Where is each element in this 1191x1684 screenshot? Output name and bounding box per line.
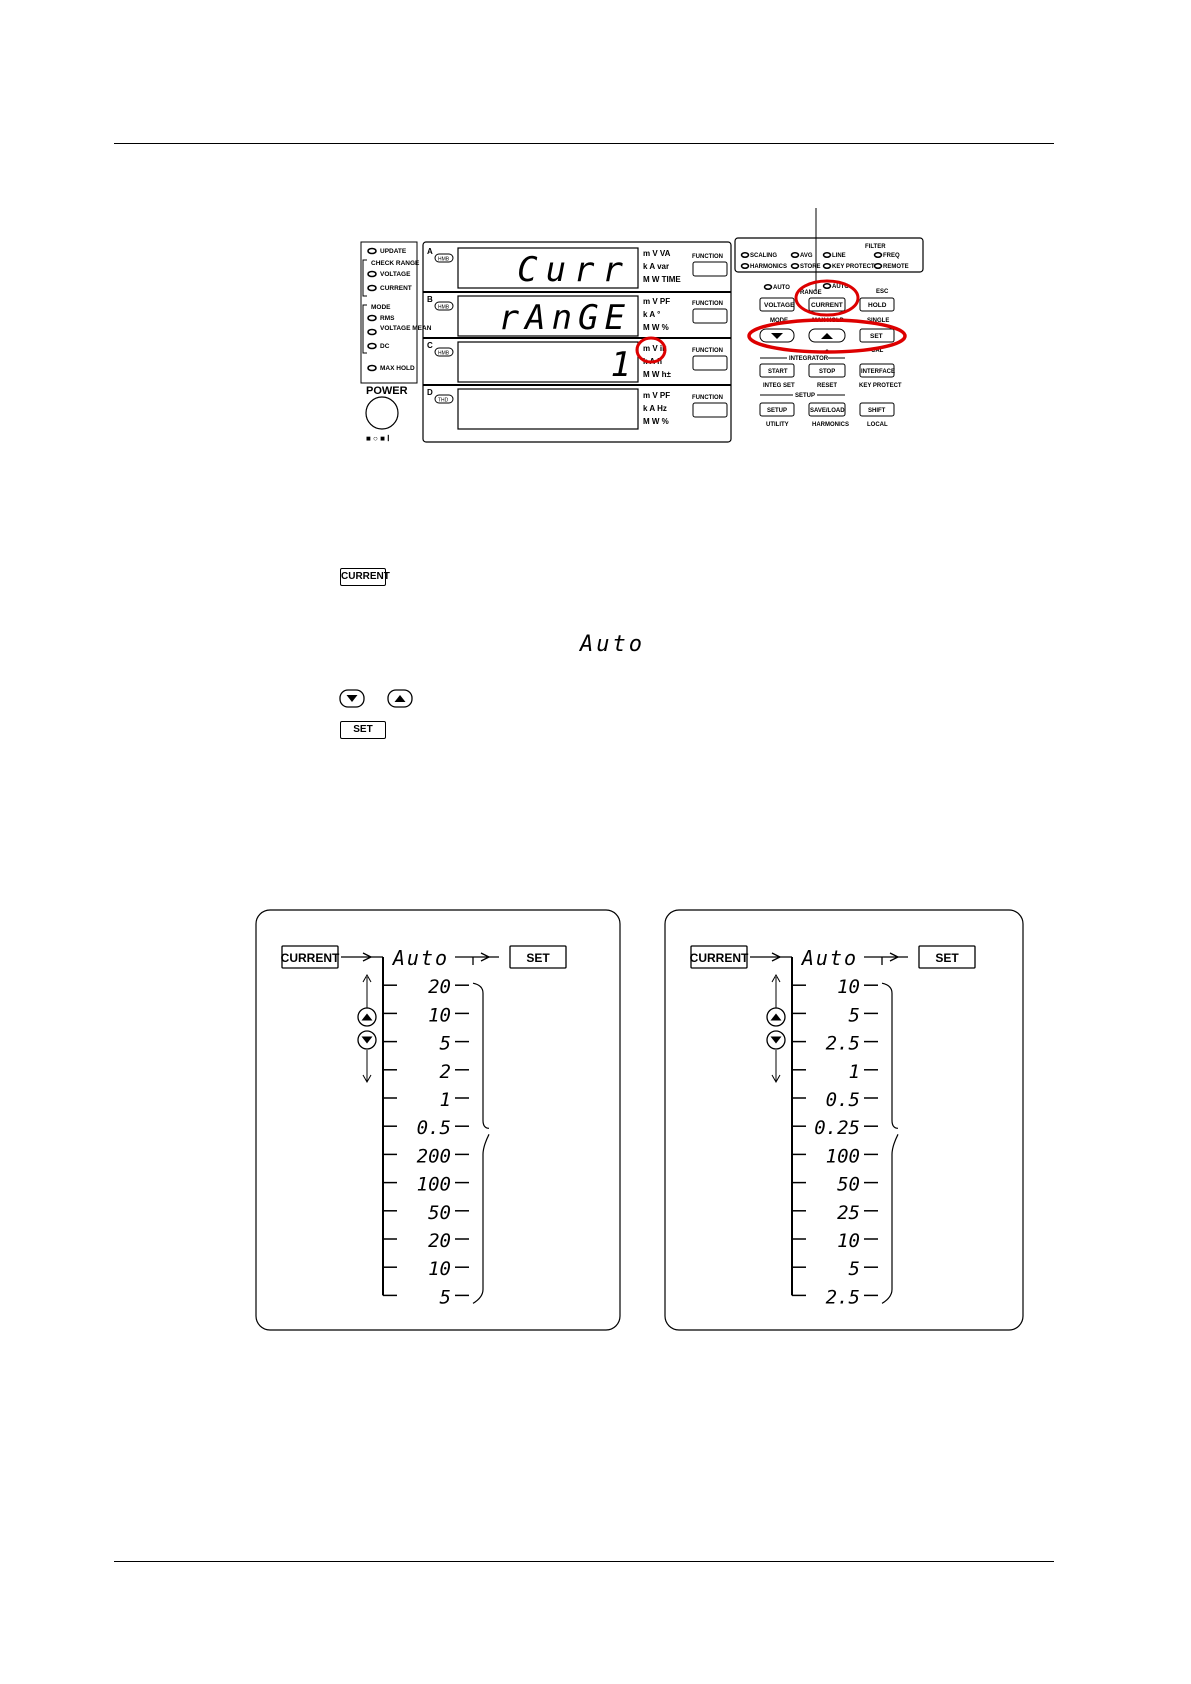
svg-text:m V PF: m V PF: [643, 391, 671, 400]
svg-text:START: START: [768, 369, 788, 375]
svg-text:FUNCTION: FUNCTION: [692, 348, 723, 354]
indicator-voltage: VOLTAGE: [380, 271, 411, 278]
range-value: 5: [439, 1032, 451, 1055]
svg-text:■ ○ ■ Ⅰ: ■ ○ ■ Ⅰ: [366, 434, 390, 443]
svg-text:k A Hz: k A Hz: [643, 404, 667, 413]
range-value: 25: [837, 1201, 860, 1224]
step-arrow-keys: [339, 688, 419, 710]
range-value: 100: [416, 1173, 451, 1196]
indicator-voltage-mean: VOLTAGE MEAN: [380, 325, 432, 332]
svg-text:M W %: M W %: [643, 417, 669, 426]
svg-text:STOP: STOP: [819, 369, 836, 375]
svg-text:A: A: [427, 247, 433, 256]
indicator-update: UPDATE: [380, 248, 407, 255]
svg-text:HARMONICS: HARMONICS: [750, 264, 787, 270]
svg-text:FUNCTION: FUNCTION: [692, 395, 723, 401]
step-auto-display: Auto: [580, 632, 645, 657]
front-panel-figure: [355, 208, 935, 443]
svg-text:KEY PROTECT: KEY PROTECT: [832, 264, 875, 270]
function-button-a[interactable]: [693, 262, 727, 276]
svg-text:HOLD: HOLD: [868, 302, 887, 309]
indicator-rms: RMS: [380, 315, 395, 322]
range-value: 50: [837, 1173, 860, 1196]
range-value: 50: [428, 1201, 451, 1224]
step-set-key: [340, 721, 386, 739]
svg-text:HMB: HMB: [438, 256, 450, 263]
auto-option: Auto: [801, 946, 858, 970]
svg-text:m V PF: m V PF: [643, 297, 671, 306]
indicator-current: CURRENT: [380, 285, 412, 292]
range-value: 5: [439, 1286, 451, 1309]
svg-text:C: C: [427, 341, 433, 350]
range-value: 20: [428, 976, 451, 999]
function-button-c[interactable]: [693, 356, 727, 370]
range-value: 5: [848, 1004, 860, 1027]
svg-text:M W h±: M W h±: [643, 370, 671, 379]
svg-text:INTERFACE: INTERFACE: [861, 369, 896, 375]
range-value: 1: [439, 1089, 451, 1111]
range-value: 0.5: [416, 1117, 451, 1140]
set-key-label: SET: [935, 951, 959, 965]
svg-text:UTILITY: UTILITY: [766, 422, 789, 428]
display-d: [458, 389, 638, 429]
indicator-dc: DC: [380, 343, 390, 350]
range-value: 10: [837, 1230, 860, 1252]
auto-option: Auto: [392, 946, 449, 970]
svg-text:AUTO: AUTO: [773, 285, 790, 291]
svg-text:HMB: HMB: [438, 350, 450, 357]
range-value: 100: [825, 1145, 860, 1168]
svg-text:FUNCTION: FUNCTION: [692, 301, 723, 307]
svg-text:INTEG SET: INTEG SET: [763, 383, 795, 389]
svg-text:STORE: STORE: [800, 264, 821, 270]
step-current-key: [340, 568, 390, 586]
svg-text:m V ik: m V ik: [643, 344, 667, 353]
svg-text:HMB: HMB: [438, 304, 450, 311]
range-value: 1: [848, 1060, 860, 1083]
range-value: 10: [428, 1258, 451, 1281]
power-label: POWER: [366, 385, 408, 397]
display-c-text: 1: [610, 345, 631, 385]
filter-label: FILTER: [865, 244, 886, 250]
svg-text:CAL: CAL: [871, 348, 884, 354]
svg-text:SHIFT: SHIFT: [868, 408, 886, 414]
svg-text:SET: SET: [870, 333, 883, 340]
svg-text:k A °: k A °: [643, 310, 661, 319]
svg-text:CURRENT: CURRENT: [811, 302, 843, 309]
svg-text:REMOTE: REMOTE: [883, 264, 909, 270]
range-value: 10: [837, 976, 860, 999]
display-b-text: rAnGE: [498, 298, 631, 338]
svg-text:AVG: AVG: [800, 253, 813, 259]
range-value: 2: [439, 1060, 451, 1083]
range-value: 0.25: [814, 1117, 860, 1140]
svg-text:B: B: [427, 295, 433, 304]
current-key-label: CURRENT: [689, 951, 749, 965]
range-value: 20: [428, 1230, 451, 1252]
svg-text:SINGLE: SINGLE: [867, 318, 890, 324]
indicator-mode: MODE: [371, 304, 391, 311]
indicator-check-range: CHECK RANGE: [371, 260, 420, 267]
svg-text:INTEGRATOR: INTEGRATOR: [789, 356, 829, 362]
svg-text:VOLTAGE: VOLTAGE: [764, 302, 795, 309]
range-value: 2.5: [825, 1032, 860, 1055]
svg-text:SCALING: SCALING: [750, 253, 777, 259]
range-value: 0.5: [825, 1089, 860, 1111]
svg-text:LINE: LINE: [832, 253, 846, 259]
range-value: 10: [428, 1004, 451, 1027]
indicator-max-hold: MAX HOLD: [380, 365, 415, 372]
svg-text:RESET: RESET: [817, 383, 838, 389]
range-diagram-right: [664, 909, 1024, 1331]
svg-text:ESC: ESC: [876, 289, 889, 295]
svg-text:THD: THD: [438, 397, 449, 404]
svg-text:SAVE/LOAD: SAVE/LOAD: [810, 408, 845, 414]
current-key-label: CURRENT: [280, 951, 340, 965]
svg-text:AUTO: AUTO: [832, 284, 849, 290]
display-a-text: Curr: [517, 250, 631, 290]
svg-text:SETUP: SETUP: [767, 408, 788, 414]
svg-text:k A h: k A h: [643, 357, 662, 366]
svg-text:k A var: k A var: [643, 262, 670, 271]
svg-text:M W TIME: M W TIME: [643, 275, 681, 284]
function-button-d[interactable]: [693, 403, 727, 417]
footer-rule: [114, 1561, 1054, 1562]
svg-text:MODE: MODE: [770, 318, 788, 324]
svg-text:D: D: [427, 388, 433, 397]
range-value: 200: [416, 1145, 451, 1168]
range-diagram-left: [255, 909, 621, 1331]
function-button-b[interactable]: [693, 309, 727, 323]
header-rule: [114, 143, 1054, 144]
svg-text:FREQ: FREQ: [883, 253, 900, 259]
svg-text:SETUP: SETUP: [795, 393, 816, 399]
svg-text:RANGE: RANGE: [800, 290, 822, 296]
svg-text:M W %: M W %: [643, 323, 669, 332]
set-key-label: SET: [526, 951, 550, 965]
svg-text:LOCAL: LOCAL: [867, 422, 888, 428]
svg-text:FUNCTION: FUNCTION: [692, 254, 723, 260]
svg-text:KEY PROTECT: KEY PROTECT: [859, 383, 902, 389]
step-set-key-label: SET: [353, 724, 373, 735]
power-switch[interactable]: [366, 397, 398, 429]
svg-text:MAX HOLD: MAX HOLD: [812, 318, 844, 324]
step-current-key-label: CURRENT: [341, 571, 390, 582]
svg-text:m V VA: m V VA: [643, 249, 671, 258]
svg-text:HARMONICS: HARMONICS: [812, 422, 849, 428]
range-value: 2.5: [825, 1286, 860, 1309]
range-value: 5: [848, 1258, 860, 1281]
